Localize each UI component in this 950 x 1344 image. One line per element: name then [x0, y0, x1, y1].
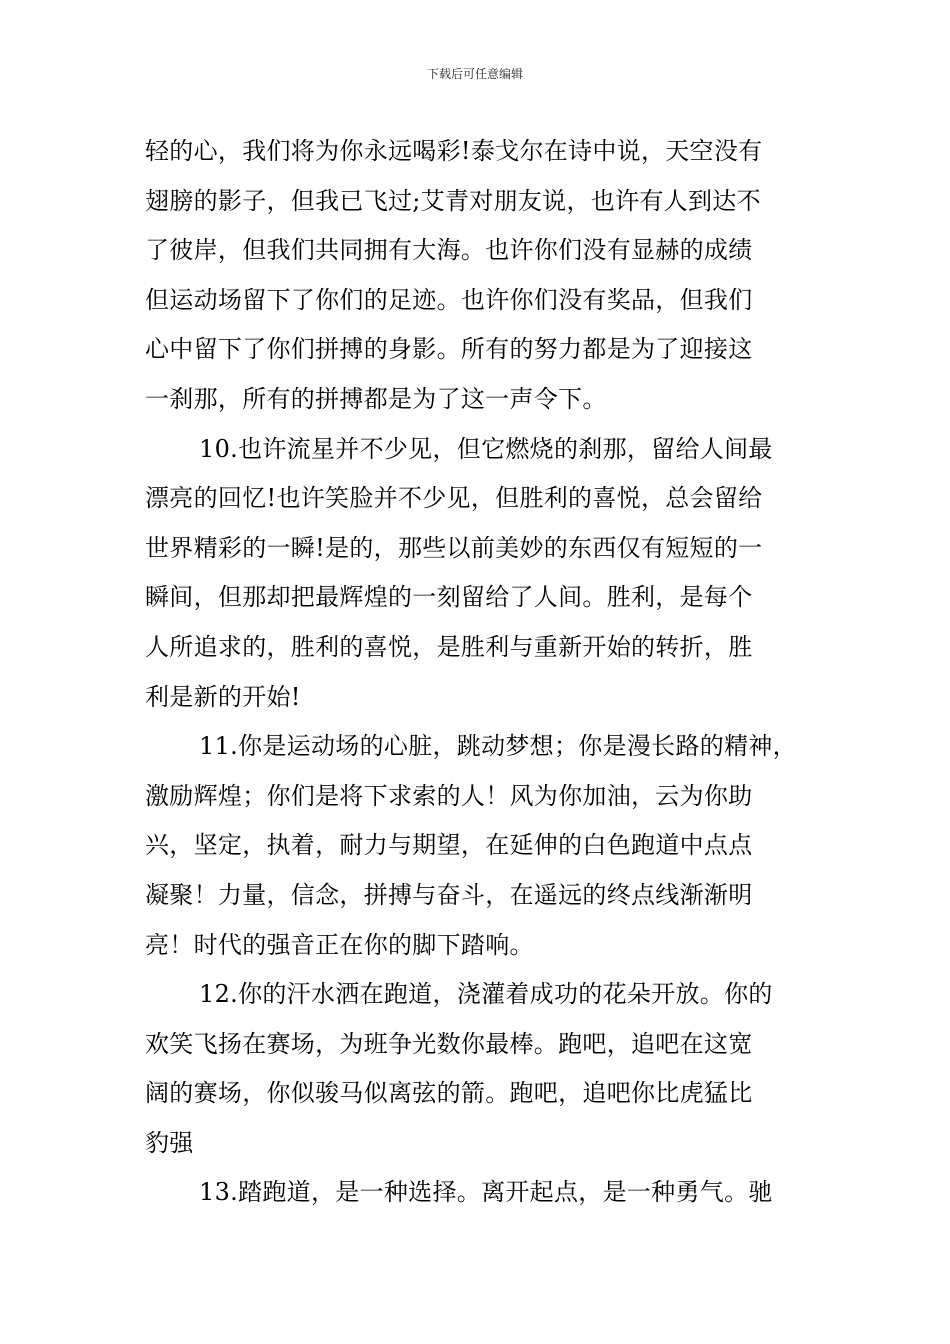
text-line: 漂亮的回忆!也许笑脸并不少见，但胜利的喜悦，总会留给 — [145, 484, 763, 513]
text-line: 豹强 — [145, 1128, 194, 1157]
text-line: 兴，坚定，执着，耐力与期望，在延伸的白色跑道中点点 — [145, 831, 753, 860]
text-line: 阔的赛场，你似骏马似离弦的箭。跑吧，追吧你比虎猛比 — [145, 1079, 753, 1108]
paragraph-11-start: 11.你是运动场的心脏，跳动梦想；你是漫长路的精神， — [199, 732, 797, 761]
text-line: 欢笑飞扬在赛场，为班争光数你最棒。跑吧，追吧在这宽 — [145, 1029, 753, 1058]
text-line: 激励辉煌；你们是将下求索的人！风为你加油，云为你助 — [145, 781, 753, 810]
paragraph-12-start: 12.你的汗水洒在跑道，浇灌着成功的花朵开放。你的 — [199, 980, 773, 1009]
page-header: 下载后可任意编辑 — [426, 67, 523, 81]
text-line: 轻的心，我们将为你永远喝彩!泰戈尔在诗中说，天空没有 — [145, 137, 763, 165]
document-body — [145, 127, 810, 1218]
text-line: 利是新的开始! — [145, 682, 301, 711]
text-line: 了彼岸，但我们共同拥有大海。也许你们没有显赫的成绩 — [145, 236, 753, 265]
text-line: 但运动场留下了你们的足迹。也许你们没有奖品，但我们 — [145, 285, 753, 314]
text-line: 一刹那，所有的拼搏都是为了这一声令下。 — [145, 384, 607, 413]
text-line: 世界精彩的一瞬!是的，那些以前美妙的东西仅有短短的一 — [145, 533, 763, 562]
text-line: 心中留下了你们拼搏的身影。所有的努力都是为了迎接这 — [145, 335, 753, 364]
paragraph-13-start: 13.踏跑道，是一种选择。离开起点，是一种勇气。驰 — [199, 1178, 773, 1207]
text-line: 凝聚！力量，信念，拼搏与奋斗，在遥远的终点线渐渐明 — [145, 880, 753, 909]
text-line: 瞬间，但那却把最辉煌的一刻留给了人间。胜利，是每个 — [145, 583, 753, 612]
text-line: 人所追求的，胜利的喜悦，是胜利与重新开始的转折，胜 — [145, 632, 753, 661]
text-line: 翅膀的影子，但我已飞过;艾青对朋友说，也许有人到达不 — [145, 186, 761, 215]
paragraph-10-start: 10.也许流星并不少见，但它燃烧的刹那，留给人间最 — [199, 434, 773, 463]
text-line: 亮！时代的强音正在你的脚下踏响。 — [145, 930, 534, 959]
